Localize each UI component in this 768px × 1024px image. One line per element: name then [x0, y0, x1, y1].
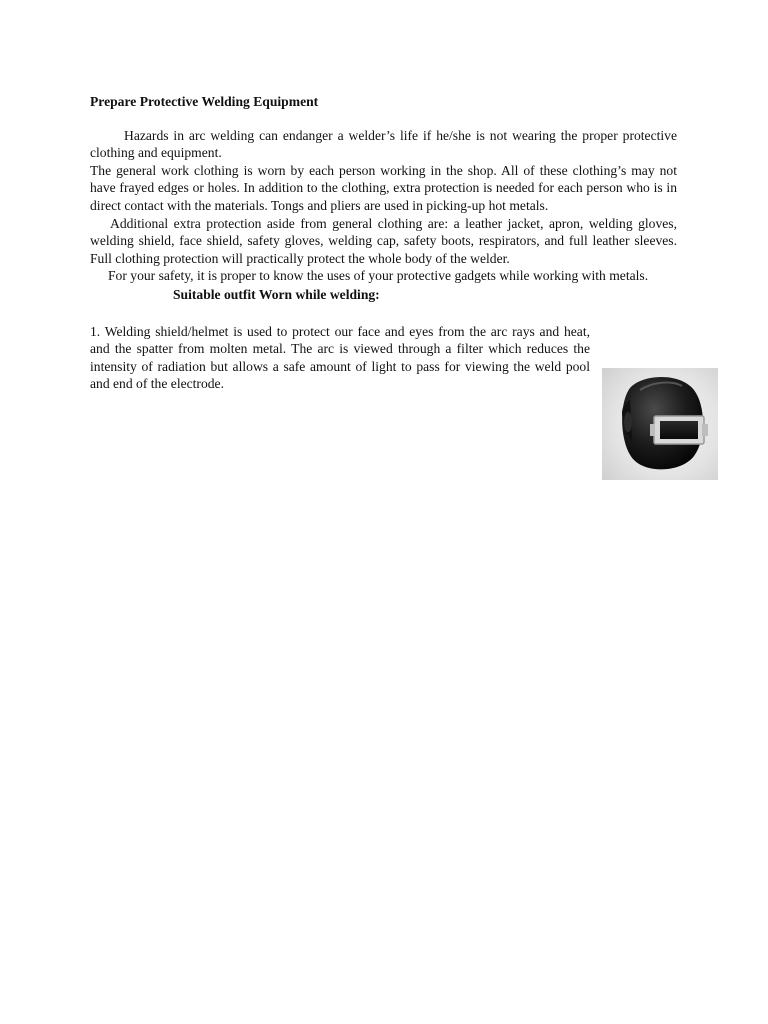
- section-subheading: Suitable outfit Worn while welding:: [173, 286, 380, 302]
- welding-helmet-image: [602, 368, 718, 480]
- paragraph-safety: For your safety, it is proper to know the uses of your protective gadgets while working with metals.: [108, 268, 649, 284]
- document-body: [90, 93, 677, 393]
- welding-helmet-icon: [602, 368, 718, 480]
- paragraph-extra-protection: Additional extra protection aside from general clothing are: a leather jacket, apron, welding gloves, welding shield, face shield, safety gloves, welding cap, safety boots, respirators, and full leather sleeves. Full clothing protection will practically protect the whole body of the welder.: [90, 215, 677, 266]
- list-item-welding-shield: 1. Welding shield/helmet is used to protect our face and eyes from the arc rays and heat, and the spatter from molten metal. The arc is viewed through a filter which reduces the intensity of radiation but allows a safe amount of light to pass for viewing the weld pool and end of the electrode.: [90, 323, 590, 392]
- page-title: Prepare Protective Welding Equipment: [90, 94, 319, 109]
- paragraph-general-clothing: The general work clothing is worn by each person working in the shop. All of these clothing’s may not have frayed edges or holes. In addition to the clothing, extra protection is needed for each person who is in direct contact with the materials. Tongs and pliers are used in picking-up hot metals.: [90, 162, 677, 213]
- paragraph-hazards: Hazards in arc welding can endanger a welder’s life if he/she is not wearing the proper protective clothing and equipment.: [90, 127, 677, 161]
